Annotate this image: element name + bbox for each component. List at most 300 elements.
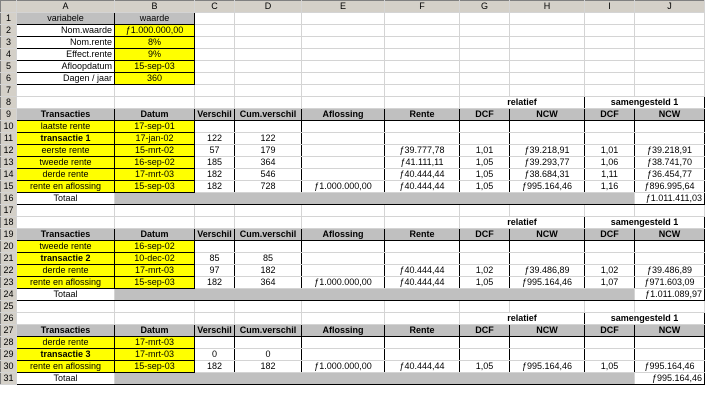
row-header-26[interactable]: 26 [1,313,17,325]
cell[interactable] [115,97,195,109]
cell-j[interactable]: ƒ36.454,77 [635,169,705,181]
cell-g[interactable] [460,241,510,253]
cell-g[interactable] [460,133,510,145]
row-header-29[interactable]: 29 [1,349,17,361]
cell[interactable] [17,97,115,109]
cell[interactable] [235,301,302,313]
cell[interactable] [195,85,235,97]
cell-f[interactable] [385,241,460,253]
cell-j[interactable]: ƒ995.164,46 [635,361,705,373]
cell-h[interactable] [510,349,585,361]
cell[interactable] [510,25,585,37]
cell-j[interactable] [635,241,705,253]
cell[interactable] [585,205,635,217]
transaction-label[interactable]: transactie 3 [17,349,115,361]
cell[interactable] [385,73,460,85]
row-header-12[interactable]: 12 [1,145,17,157]
row-header-20[interactable]: 20 [1,241,17,253]
row-header-11[interactable]: 11 [1,133,17,145]
cell-e[interactable] [302,169,385,181]
table-header-ncw[interactable]: NCW [635,229,705,241]
cell-i[interactable] [585,121,635,133]
param-label[interactable]: Effect.rente [17,49,115,61]
cell-g[interactable]: 1,05 [460,157,510,169]
cell-d[interactable]: 182 [235,265,302,277]
row-header-13[interactable]: 13 [1,157,17,169]
param-value[interactable]: 360 [115,73,195,85]
cell-e[interactable] [302,349,385,361]
cell[interactable] [302,301,385,313]
cell-f[interactable] [385,337,460,349]
transaction-label[interactable]: transactie 1 [17,133,115,145]
transaction-label[interactable]: transactie 2 [17,253,115,265]
table-header-ncw[interactable]: NCW [510,325,585,337]
cell-f[interactable]: ƒ39.777,78 [385,145,460,157]
cell-e[interactable]: ƒ1.000.000,00 [302,181,385,193]
cell-i[interactable]: 1,05 [585,361,635,373]
cell-j[interactable] [635,121,705,133]
cell[interactable] [195,313,235,325]
table-header-transacties[interactable]: Transacties [17,229,115,241]
cell-i[interactable]: 1,02 [585,265,635,277]
cell[interactable] [195,37,235,49]
cell[interactable] [302,61,385,73]
row-header-28[interactable]: 28 [1,337,17,349]
cell[interactable] [635,301,705,313]
select-all-corner[interactable] [1,1,17,13]
cell-i[interactable] [585,337,635,349]
cell-g[interactable] [460,253,510,265]
cell[interactable] [385,217,460,229]
column-header-b[interactable]: B [115,1,195,13]
cell-c[interactable]: 0 [195,349,235,361]
cell[interactable] [302,37,385,49]
cell[interactable] [385,85,460,97]
cell[interactable] [585,85,635,97]
cell[interactable] [385,25,460,37]
cell-j[interactable] [635,337,705,349]
cell-d[interactable]: 546 [235,169,302,181]
cell[interactable] [115,313,195,325]
table-header-dcf[interactable]: DCF [460,325,510,337]
cell-h[interactable] [510,337,585,349]
cell[interactable] [17,217,115,229]
row-header-21[interactable]: 21 [1,253,17,265]
cell[interactable] [460,205,510,217]
cell[interactable] [385,13,460,25]
table-header-datum[interactable]: Datum [115,229,195,241]
cell[interactable] [195,73,235,85]
cell[interactable] [17,313,115,325]
cell[interactable] [235,25,302,37]
cell-c[interactable]: 182 [195,361,235,373]
table-header-cum[interactable]: Cum.verschil [235,229,302,241]
cell[interactable] [17,85,115,97]
cell[interactable] [302,313,385,325]
column-header-c[interactable]: C [195,1,235,13]
transaction-label[interactable]: rente en aflossing [17,277,115,289]
cell-c[interactable]: 122 [195,133,235,145]
table-header-datum[interactable]: Datum [115,325,195,337]
table-header-dcf[interactable]: DCF [460,229,510,241]
row-header-31[interactable]: 31 [1,373,17,385]
cell-d[interactable]: 85 [235,253,302,265]
cell-g[interactable] [460,121,510,133]
cell-j[interactable]: ƒ39.218,91 [635,145,705,157]
table-header-rente[interactable]: Rente [385,109,460,121]
cell[interactable] [195,301,235,313]
cell-e[interactable] [302,241,385,253]
table-header-ncw[interactable]: NCW [510,109,585,121]
row-header-24[interactable]: 24 [1,289,17,301]
cell[interactable] [235,61,302,73]
cell[interactable] [302,13,385,25]
cell[interactable] [385,313,460,325]
row-header-15[interactable]: 15 [1,181,17,193]
row-header-4[interactable]: 4 [1,49,17,61]
cell[interactable] [635,13,705,25]
transaction-label[interactable]: tweede rente [17,157,115,169]
cell-c[interactable]: 182 [195,181,235,193]
row-header-30[interactable]: 30 [1,361,17,373]
transaction-label[interactable]: eerste rente [17,145,115,157]
transaction-date[interactable]: 15-sep-03 [115,277,195,289]
cell-h[interactable]: ƒ995.164,46 [510,277,585,289]
transaction-date[interactable]: 15-sep-03 [115,361,195,373]
cell[interactable] [235,13,302,25]
table-header-rente[interactable]: Rente [385,325,460,337]
column-header-j[interactable]: J [635,1,705,13]
cell-c[interactable]: 85 [195,253,235,265]
cell[interactable] [302,25,385,37]
cell-e[interactable] [302,121,385,133]
cell-c[interactable] [195,121,235,133]
cell-j[interactable]: ƒ971.603,09 [635,277,705,289]
cell[interactable] [585,73,635,85]
param-header-value[interactable]: waarde [115,13,195,25]
cell[interactable] [635,73,705,85]
cell-i[interactable]: 1,01 [585,145,635,157]
totaal-value[interactable]: ƒ995.164,46 [635,373,705,385]
cell[interactable] [115,217,195,229]
cell-d[interactable]: 182 [235,361,302,373]
cell[interactable] [385,61,460,73]
cell[interactable] [585,49,635,61]
cell[interactable] [235,37,302,49]
cell[interactable] [302,217,385,229]
cell-e[interactable]: ƒ1.000.000,00 [302,277,385,289]
cell-h[interactable] [510,133,585,145]
table-header-dcf[interactable]: DCF [460,109,510,121]
cell-e[interactable]: ƒ1.000.000,00 [302,361,385,373]
table-header-dcf[interactable]: DCF [585,109,635,121]
cell[interactable] [235,217,302,229]
transaction-date[interactable]: 10-dec-02 [115,253,195,265]
row-header-16[interactable]: 16 [1,193,17,205]
cell-e[interactable] [302,265,385,277]
row-header-14[interactable]: 14 [1,169,17,181]
cell-d[interactable]: 364 [235,277,302,289]
cell[interactable] [510,37,585,49]
table-header-cum[interactable]: Cum.verschil [235,109,302,121]
row-header-9[interactable]: 9 [1,109,17,121]
cell-f[interactable]: ƒ40.444,44 [385,265,460,277]
cell-h[interactable]: ƒ39.293,77 [510,157,585,169]
cell[interactable] [510,85,585,97]
table-header-dcf[interactable]: DCF [585,229,635,241]
cell-d[interactable]: 122 [235,133,302,145]
cell-f[interactable]: ƒ40.444,44 [385,181,460,193]
cell-f[interactable] [385,349,460,361]
table-header-dcf[interactable]: DCF [585,325,635,337]
transaction-label[interactable]: derde rente [17,337,115,349]
cell-g[interactable]: 1,05 [460,361,510,373]
cell-c[interactable] [195,337,235,349]
cell[interactable] [635,61,705,73]
param-value[interactable]: ƒ1.000.000,00 [115,25,195,37]
cell-f[interactable]: ƒ40.444,44 [385,277,460,289]
cell-h[interactable]: ƒ39.218,91 [510,145,585,157]
cell-h[interactable] [510,241,585,253]
row-header-18[interactable]: 18 [1,217,17,229]
cell-g[interactable]: 1,01 [460,145,510,157]
cell[interactable] [235,85,302,97]
row-header-8[interactable]: 8 [1,97,17,109]
cell[interactable] [635,49,705,61]
cell-g[interactable]: 1,02 [460,265,510,277]
cell-h[interactable]: ƒ995.164,46 [510,361,585,373]
cell-f[interactable]: ƒ40.444,44 [385,169,460,181]
cell-d[interactable]: 179 [235,145,302,157]
transaction-label[interactable]: derde rente [17,169,115,181]
cell-g[interactable] [460,337,510,349]
cell-d[interactable] [235,121,302,133]
transaction-label[interactable]: rente en aflossing [17,361,115,373]
totaal-label[interactable]: Totaal [17,193,115,205]
cell-i[interactable] [585,253,635,265]
cell[interactable] [585,13,635,25]
totaal-value[interactable]: ƒ1.011.411,03 [635,193,705,205]
cell-i[interactable] [585,241,635,253]
cell[interactable] [302,73,385,85]
cell-h[interactable] [510,121,585,133]
param-value[interactable]: 9% [115,49,195,61]
cell-g[interactable] [460,349,510,361]
cell[interactable] [635,25,705,37]
param-value[interactable]: 15-sep-03 [115,61,195,73]
row-header-19[interactable]: 19 [1,229,17,241]
cell-g[interactable]: 1,05 [460,277,510,289]
table-header-verschil[interactable]: Verschil [195,109,235,121]
row-header-5[interactable]: 5 [1,61,17,73]
table-header-rente[interactable]: Rente [385,229,460,241]
cell-f[interactable] [385,253,460,265]
table-header-verschil[interactable]: Verschil [195,229,235,241]
cell[interactable] [195,205,235,217]
row-header-23[interactable]: 23 [1,277,17,289]
cell[interactable] [195,13,235,25]
param-label[interactable]: Afloopdatum [17,61,115,73]
cell[interactable] [510,13,585,25]
cell[interactable] [460,49,510,61]
column-header-a[interactable]: A [17,1,115,13]
transaction-label[interactable]: rente en aflossing [17,181,115,193]
transaction-label[interactable]: tweede rente [17,241,115,253]
cell-j[interactable]: ƒ896.995,64 [635,181,705,193]
param-value[interactable]: 8% [115,37,195,49]
param-header-label[interactable]: variabele [17,13,115,25]
row-header-27[interactable]: 27 [1,325,17,337]
transaction-label[interactable]: derde rente [17,265,115,277]
cell-d[interactable] [235,241,302,253]
cell-c[interactable]: 57 [195,145,235,157]
column-header-h[interactable]: H [510,1,585,13]
row-header-17[interactable]: 17 [1,205,17,217]
cell-e[interactable] [302,145,385,157]
cell[interactable] [235,97,302,109]
table-header-aflossing[interactable]: Aflossing [302,325,385,337]
cell[interactable] [385,97,460,109]
cell[interactable] [510,61,585,73]
transaction-date[interactable]: 17-jan-02 [115,133,195,145]
cell[interactable] [302,85,385,97]
cell[interactable] [385,205,460,217]
cell[interactable] [17,205,115,217]
table-header-transacties[interactable]: Transacties [17,109,115,121]
cell[interactable] [195,217,235,229]
cell[interactable] [460,61,510,73]
cell-e[interactable] [302,337,385,349]
cell[interactable] [460,13,510,25]
cell-i[interactable] [585,133,635,145]
cell-f[interactable] [385,121,460,133]
param-label[interactable]: Nom.rente [17,37,115,49]
cell-i[interactable] [585,349,635,361]
cell[interactable] [385,49,460,61]
cell[interactable] [510,301,585,313]
cell[interactable] [510,205,585,217]
cell[interactable] [195,61,235,73]
cell-e[interactable] [302,253,385,265]
cell-h[interactable]: ƒ39.486,89 [510,265,585,277]
cell[interactable] [235,73,302,85]
cell-i[interactable]: 1,11 [585,169,635,181]
transaction-date[interactable]: 15-sep-03 [115,181,195,193]
cell-h[interactable]: ƒ995.164,46 [510,181,585,193]
column-header-f[interactable]: F [385,1,460,13]
cell[interactable] [235,205,302,217]
cell-j[interactable] [635,253,705,265]
column-header-d[interactable]: D [235,1,302,13]
cell-j[interactable] [635,349,705,361]
row-header-25[interactable]: 25 [1,301,17,313]
cell[interactable] [635,37,705,49]
cell-j[interactable] [635,133,705,145]
row-header-10[interactable]: 10 [1,121,17,133]
table-header-verschil[interactable]: Verschil [195,325,235,337]
column-header-e[interactable]: E [302,1,385,13]
cell[interactable] [302,49,385,61]
cell-d[interactable]: 728 [235,181,302,193]
cell[interactable] [460,301,510,313]
totaal-label[interactable]: Totaal [17,373,115,385]
totaal-value[interactable]: ƒ1.011.089,97 [635,289,705,301]
table-header-ncw[interactable]: NCW [510,229,585,241]
cell-c[interactable]: 97 [195,265,235,277]
transaction-label[interactable]: laatste rente [17,121,115,133]
param-label[interactable]: Dagen / jaar [17,73,115,85]
cell-f[interactable]: ƒ40.444,44 [385,361,460,373]
cell-j[interactable]: ƒ39.486,89 [635,265,705,277]
cell-h[interactable]: ƒ38.684,31 [510,169,585,181]
cell-e[interactable] [302,133,385,145]
cell-j[interactable]: ƒ38.741,70 [635,157,705,169]
transaction-date[interactable]: 16-sep-02 [115,241,195,253]
cell[interactable] [510,49,585,61]
cell-c[interactable]: 185 [195,157,235,169]
table-header-datum[interactable]: Datum [115,109,195,121]
cell[interactable] [385,37,460,49]
cell[interactable] [585,301,635,313]
cell[interactable] [235,313,302,325]
cell-i[interactable]: 1,16 [585,181,635,193]
cell[interactable] [195,97,235,109]
cell[interactable] [302,97,385,109]
table-header-ncw[interactable]: NCW [635,109,705,121]
cell[interactable] [235,49,302,61]
cell[interactable] [585,61,635,73]
table-header-cum[interactable]: Cum.verschil [235,325,302,337]
transaction-date[interactable]: 15-mrt-02 [115,145,195,157]
cell[interactable] [17,301,115,313]
cell[interactable] [460,37,510,49]
cell-e[interactable] [302,157,385,169]
row-header-7[interactable]: 7 [1,85,17,97]
transaction-date[interactable]: 17-mrt-03 [115,349,195,361]
cell-d[interactable]: 364 [235,157,302,169]
cell-c[interactable] [195,241,235,253]
cell[interactable] [460,25,510,37]
row-header-3[interactable]: 3 [1,37,17,49]
totaal-label[interactable]: Totaal [17,289,115,301]
cell-g[interactable]: 1,05 [460,181,510,193]
transaction-date[interactable]: 17-sep-01 [115,121,195,133]
cell-f[interactable]: ƒ41.111,11 [385,157,460,169]
cell-c[interactable]: 182 [195,169,235,181]
cell-d[interactable] [235,337,302,349]
row-header-22[interactable]: 22 [1,265,17,277]
cell[interactable] [115,301,195,313]
cell-h[interactable] [510,253,585,265]
transaction-date[interactable]: 17-mrt-03 [115,169,195,181]
cell-f[interactable] [385,133,460,145]
column-header-g[interactable]: G [460,1,510,13]
param-label[interactable]: Nom.waarde [17,25,115,37]
cell-i[interactable]: 1,07 [585,277,635,289]
cell-d[interactable]: 0 [235,349,302,361]
cell[interactable] [195,49,235,61]
cell-g[interactable]: 1,05 [460,169,510,181]
column-header-i[interactable]: I [585,1,635,13]
table-header-aflossing[interactable]: Aflossing [302,229,385,241]
cell[interactable] [385,301,460,313]
row-header-2[interactable]: 2 [1,25,17,37]
cell[interactable] [635,85,705,97]
row-header-1[interactable]: 1 [1,13,17,25]
transaction-date[interactable]: 16-sep-02 [115,157,195,169]
cell-i[interactable]: 1,06 [585,157,635,169]
cell[interactable] [585,25,635,37]
